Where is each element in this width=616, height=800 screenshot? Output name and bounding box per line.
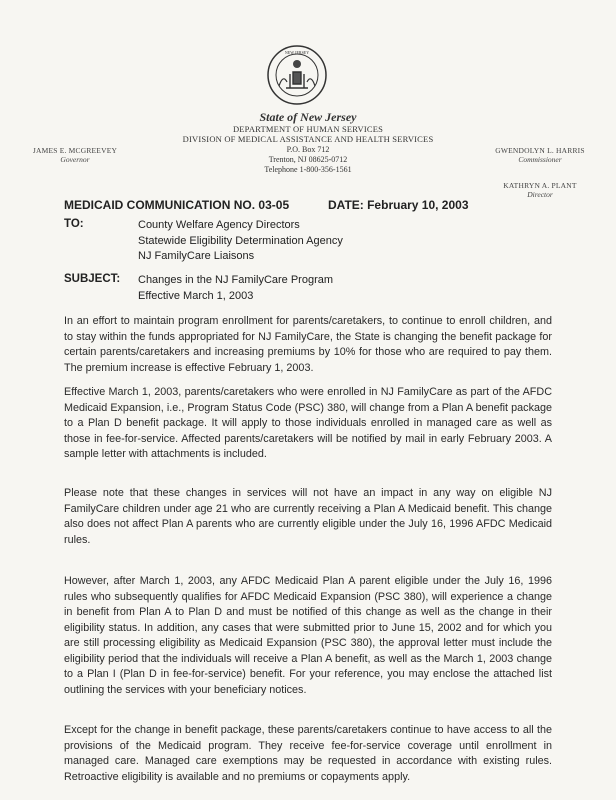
department-name: DEPARTMENT OF HUMAN SERVICES (232, 124, 384, 134)
recipient-line: NJ FamilyCare Liaisons (138, 250, 255, 262)
body-paragraph-4: However, after March 1, 2003, any AFDC Medicaid Plan A parent eligible under the July 16, 1996 rules who subsequently qualifies for AFDC Medicaid Expansion (PSC 380), will experience a change in benefit from Plan A to Plan D and must be notified of this change as well as the change in their eligibility status. In addition, any cases that were submitted prior to June 15, 2002 and for which you are still processing eligibility as Medicaid Expansion (PSC 380), the approval letter must include the eligibility period that the individuals will receive a Plan A benefit, as well as the March 1, 2003 change to a Plan I (Plan D in fee-for-service) benefit. For your reference, you may enclose the attached list outlining the services with your beneficiary notices. (64, 575, 552, 696)
recipient-line: Statewide Eligibility Determination Agency (138, 234, 343, 247)
director-title: Director (527, 190, 553, 199)
memo-date: DATE: February 10, 2003 (328, 198, 469, 212)
division-name: DIVISION OF MEDICAL ASSISTANCE AND HEALTH SERVICES (182, 134, 434, 144)
body-paragraph-5: Except for the change in benefit package, these parents/caretakers continue to have access to all the provisions of the Medicaid program. They receive fee-for-service coverage until enrollment in managed care. Managed care exemptions may be requested in accordance with existing rules. Retroactive eligibility is available and no premiums or copayments apply. (64, 724, 552, 783)
commissioner-name: GWENDOLYN L. HARRIS (495, 146, 585, 155)
body-paragraph-3: Please note that these changes in services will not have an impact in any way on eligible NJ FamilyCare children under age 21 who are currently receiving a Plan A Medicaid benefit. This change also does not affect Plan A parents who are currently eligible under the July 16, 1996 AFDC Medicaid rules. (64, 487, 552, 546)
memo-number: MEDICAID COMMUNICATION NO. 03-05 (64, 198, 290, 212)
po-box: P.O. Box 712 (286, 145, 330, 154)
governor-name: JAMES E. MCGREEVEY (32, 146, 118, 155)
governor-title: Governor (60, 155, 90, 164)
recipient-line: County Welfare Agency Directors (138, 219, 300, 231)
governor-block (30, 146, 120, 164)
director-name: KATHRYN A. PLANT (503, 181, 577, 190)
body-paragraph-2: Effective March 1, 2003, parents/caretakers who were enrolled in NJ FamilyCare as part of the AFDC Medicaid Expansion, i.e., Program Status Code (PSC) 380, will change from a Plan A benefit package to a Plan D benefit package. It will apply to those individuals enrolled in managed care as well as those in fee-for-service. Affected parents/caretakers will be notified by mail in early February 2003. A sample letter with attachments is included. (64, 386, 552, 460)
to-recipients (138, 218, 343, 265)
city-address: Trenton, NJ 08625-0712 (268, 155, 348, 164)
subject-text (138, 273, 333, 304)
state-name: State of New Jersey (259, 110, 357, 124)
director-block (480, 181, 600, 199)
subject-label: SUBJECT: (64, 273, 121, 285)
seal-lettering: NEW JERSEY (284, 50, 310, 55)
to-label: TO: (64, 218, 84, 230)
telephone: Telephone 1-800-356-1561 (264, 165, 352, 174)
subject-line: Effective March 1, 2003 (138, 289, 254, 302)
subject-line: Changes in the NJ FamilyCare Program (138, 274, 334, 286)
commissioner-block (480, 146, 600, 164)
body-paragraph-1: In an effort to maintain program enrollment for parents/caretakers, to continue to enroll children, and to stay within the funds appropriated for NJ FamilyCare, the State is changing the benefit package for certain parents/caretakers and increasing premiums by 10% for those who are required to pay them. The premium increase is effective February 1, 2003. (64, 315, 552, 374)
commissioner-title: Commissioner (518, 155, 562, 164)
state-seal-icon (266, 44, 328, 106)
